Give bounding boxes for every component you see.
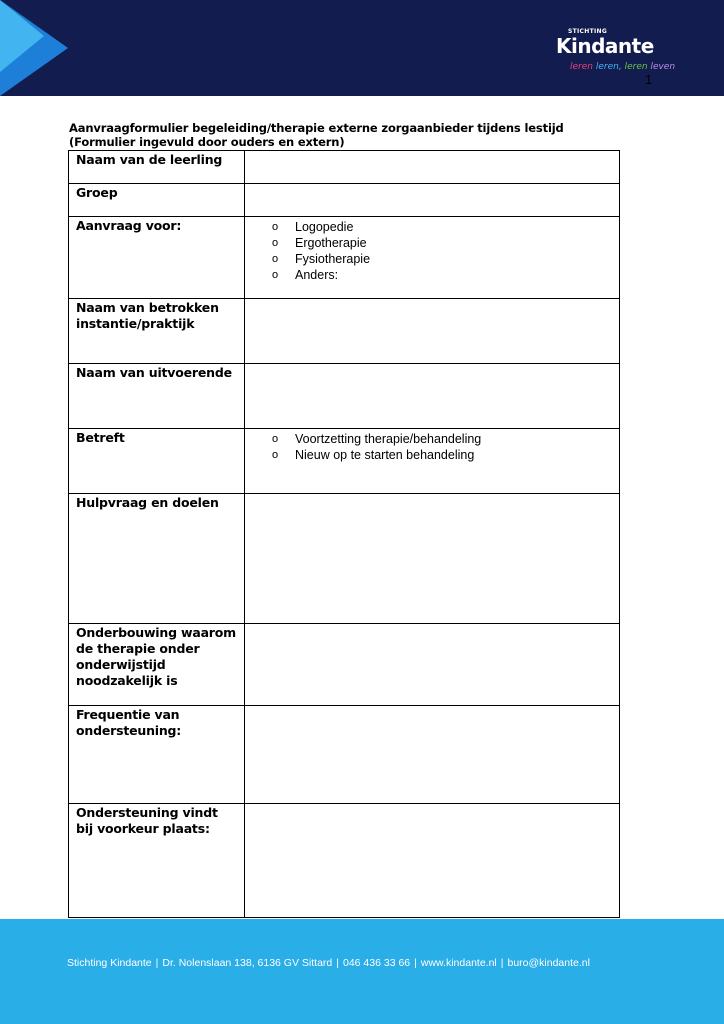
footer-separator: | bbox=[155, 957, 159, 969]
field-frequency[interactable] bbox=[245, 706, 620, 804]
field-concerns bbox=[245, 429, 620, 494]
field-help-question[interactable] bbox=[245, 494, 620, 624]
row-executor bbox=[69, 364, 620, 429]
tagline-word: leren bbox=[624, 62, 648, 72]
circle-bullet-icon: o bbox=[272, 237, 279, 249]
application-form-table bbox=[68, 150, 620, 918]
option-label: Anders: bbox=[295, 268, 339, 282]
field-institution[interactable] bbox=[245, 299, 620, 364]
option-logopedie[interactable] bbox=[272, 219, 619, 235]
label-frequency: Frequentie van ondersteuning: bbox=[69, 706, 245, 804]
label-institution: Naam van betrokken instantie/praktijk bbox=[69, 299, 245, 364]
form-title-line1: Aanvraagformulier begeleiding/therapie externe zorgaanbieder tijdens lestijd bbox=[69, 121, 564, 135]
field-group[interactable] bbox=[245, 184, 620, 217]
concerns-options bbox=[272, 431, 619, 463]
circle-bullet-icon: o bbox=[272, 221, 279, 233]
logo-brand: Kindante bbox=[556, 34, 654, 58]
circle-bullet-icon: o bbox=[272, 269, 279, 281]
footer-org: Stichting Kindante bbox=[67, 957, 152, 969]
label-student-name: Naam van de leerling bbox=[69, 151, 245, 184]
label-justification: Onderbouwing waarom de therapie onder onderwijstijd noodzakelijk is bbox=[69, 624, 245, 706]
footer-banner bbox=[0, 919, 724, 1024]
tagline-word: leren bbox=[570, 62, 593, 72]
label-request-for: Aanvraag voor: bbox=[69, 217, 245, 299]
form-title bbox=[69, 121, 564, 149]
circle-bullet-icon: o bbox=[272, 253, 279, 265]
field-request-for bbox=[245, 217, 620, 299]
kindante-logo bbox=[556, 28, 706, 78]
circle-bullet-icon: o bbox=[272, 449, 279, 461]
tagline-word: leren, bbox=[595, 62, 622, 72]
row-student-name bbox=[69, 151, 620, 184]
footer-email-link[interactable]: buro@kindante.nl bbox=[507, 957, 590, 969]
row-group bbox=[69, 184, 620, 217]
header-banner bbox=[0, 0, 724, 96]
row-concerns bbox=[69, 429, 620, 494]
row-request-for bbox=[69, 217, 620, 299]
page-number: 1 bbox=[645, 72, 653, 87]
request-options bbox=[272, 219, 619, 283]
option-label: Ergotherapie bbox=[295, 236, 367, 250]
tagline-word: leven bbox=[650, 62, 676, 72]
logo-tagline bbox=[570, 62, 675, 72]
option-label: Voortzetting therapie/behandeling bbox=[295, 432, 482, 446]
footer-separator: | bbox=[500, 957, 504, 969]
field-student-name[interactable] bbox=[245, 151, 620, 184]
option-label: Fysiotherapie bbox=[295, 252, 371, 266]
option-ergotherapie[interactable] bbox=[272, 235, 619, 251]
footer-phone: 046 436 33 66 bbox=[342, 957, 411, 969]
footer-website-link[interactable]: www.kindante.nl bbox=[420, 957, 497, 969]
option-continuation[interactable] bbox=[272, 431, 619, 447]
circle-bullet-icon: o bbox=[272, 433, 279, 445]
row-institution bbox=[69, 299, 620, 364]
row-help-question bbox=[69, 494, 620, 624]
field-justification[interactable] bbox=[245, 624, 620, 706]
label-concerns: Betreft bbox=[69, 429, 245, 494]
row-justification bbox=[69, 624, 620, 706]
label-executor: Naam van uitvoerende bbox=[69, 364, 245, 429]
label-help-question: Hulpvraag en doelen bbox=[69, 494, 245, 624]
decorative-triangle-inner bbox=[0, 0, 44, 72]
footer-separator: | bbox=[336, 957, 339, 969]
label-preferred-location: Ondersteuning vindt bij voorkeur plaats: bbox=[69, 804, 245, 918]
footer-address: Dr. Nolenslaan 138, 6136 GV Sittard bbox=[162, 957, 333, 969]
form-title-line2: (Formulier ingevuld door ouders en extern) bbox=[69, 135, 345, 149]
field-executor[interactable] bbox=[245, 364, 620, 429]
footer-contact-line bbox=[67, 957, 590, 969]
row-preferred-location bbox=[69, 804, 620, 918]
option-fysiotherapie[interactable] bbox=[272, 251, 619, 267]
option-anders[interactable] bbox=[272, 267, 619, 283]
row-frequency bbox=[69, 706, 620, 804]
field-preferred-location[interactable] bbox=[245, 804, 620, 918]
option-label: Logopedie bbox=[295, 220, 354, 234]
option-label: Nieuw op te starten behandeling bbox=[295, 448, 475, 462]
label-group: Groep bbox=[69, 184, 245, 217]
footer-separator: | bbox=[414, 957, 417, 969]
logo-stichting: STICHTING bbox=[568, 28, 608, 35]
option-new-treatment[interactable] bbox=[272, 447, 619, 463]
